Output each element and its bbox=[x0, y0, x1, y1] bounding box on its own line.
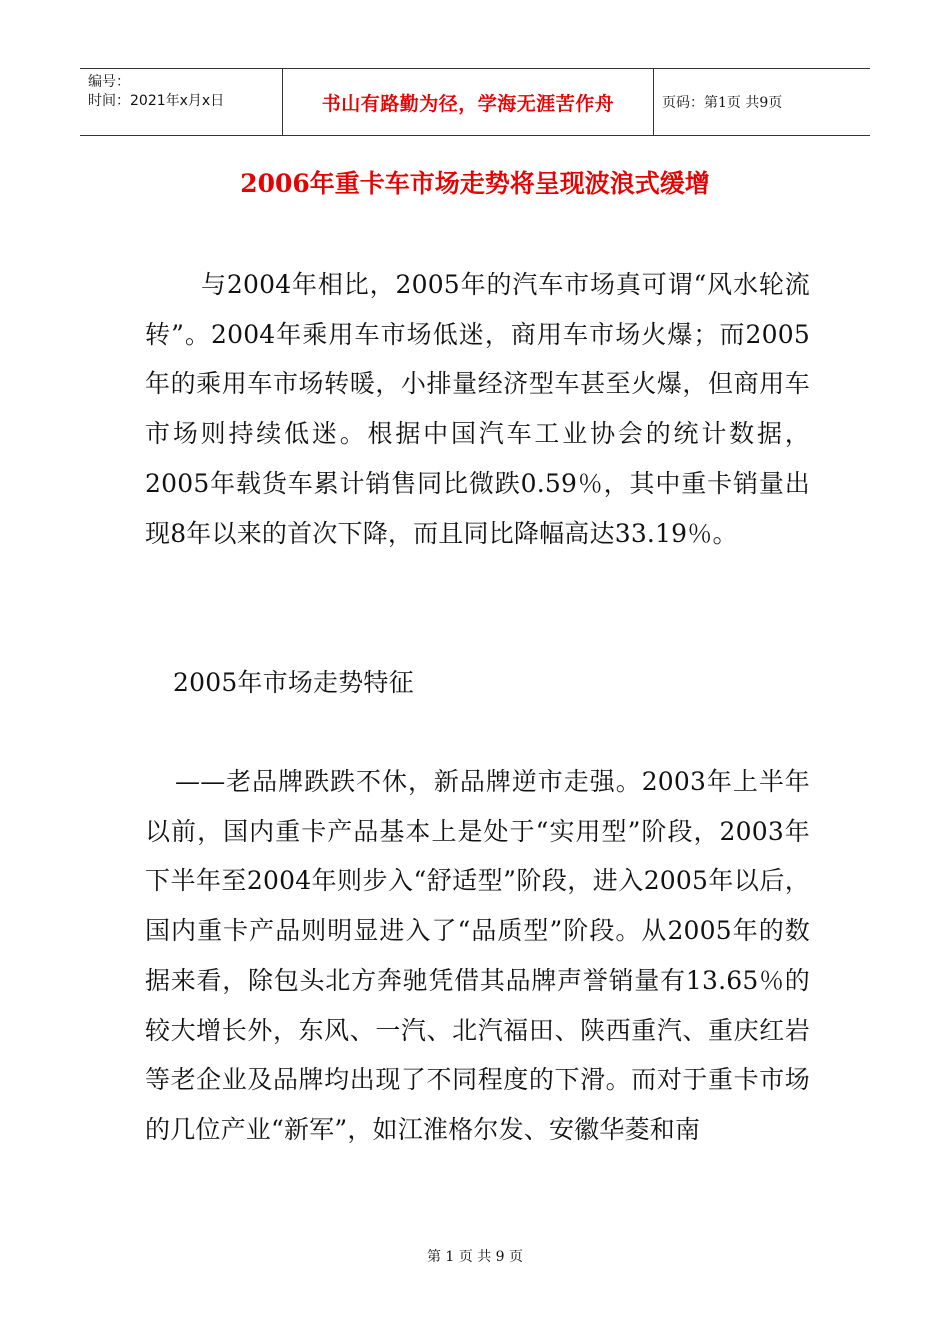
page-footer: 第 1 页 共 9 页 bbox=[426, 1249, 524, 1265]
paragraph-trend: ——老品牌跌跌不休，新品牌逆市走强。2003年上半年以前，国内重卡产品基本上是处于“实用型”阶段，2003年下半年至2004年则步入“舒适型”阶段，进入2005年以后，国内重卡产品则明显进入了“品质型”阶段。从2005年的数据来看，除包头北方奔驰凭借其品牌声誉销量有13.65％的较大增长外，东风、一汽、北汽福田、陕西重汽、重庆红岩等老企业及品牌均出现了不同程度的下滑。而对于重卡市场的几位产业“新军”，如江淮格尔发、安徽华菱和南 bbox=[145, 767, 810, 1144]
header-meta bbox=[80, 69, 282, 135]
page-header bbox=[80, 68, 870, 136]
document-title: 2006年重卡车市场走势将呈现波浪式缓增 bbox=[240, 169, 710, 198]
header-motto: 书山有路勤为径，学海无涯苦作舟 bbox=[282, 69, 654, 135]
doc-time-label: 时间：2021年x月x日 bbox=[88, 93, 225, 109]
section-heading: 2005年市场走势特征 bbox=[173, 668, 414, 697]
doc-code-label: 编号： bbox=[88, 74, 130, 90]
paragraph-intro: 与2004年相比，2005年的汽车市场真可谓“风水轮流转”。2004年乘用车市场低迷，商用车市场火爆；而2005年的乘用车市场转暖，小排量经济型车甚至火爆，但商用车市场则持续低迷。根据中国汽车工业协会的统计数据，2005年载货车累计销售同比微跌0.59％，其中重卡销量出现8年以来的首次下降，而且同比降幅高达33.19％。 bbox=[145, 270, 810, 548]
header-page-info: 页码：第1页 共9页 bbox=[662, 95, 783, 111]
